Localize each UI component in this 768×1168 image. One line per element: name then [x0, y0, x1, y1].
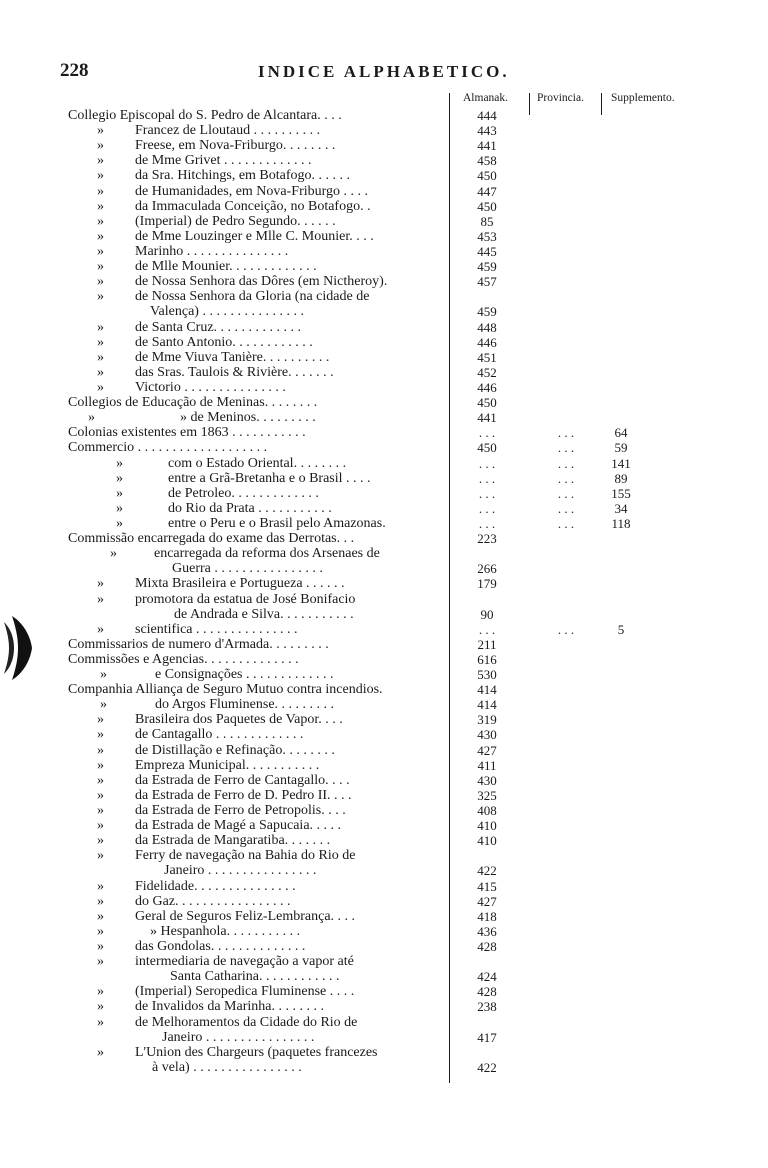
index-row	[0, 365, 768, 380]
ditto-mark: »	[97, 364, 104, 380]
index-row	[0, 818, 768, 833]
entry-text: da Sra. Hitchings, em Botafogo. . . . . .	[135, 168, 351, 184]
almanak-page: 428	[477, 939, 497, 955]
almanak-page: 450	[477, 395, 497, 411]
almanak-page: 451	[477, 349, 497, 365]
index-row	[0, 909, 768, 924]
ditto-mark: »	[97, 893, 104, 909]
index-row	[0, 939, 768, 954]
ditto-mark: »	[97, 576, 104, 592]
entry-text: de Santa Cruz. . . . . . . . . . . . .	[135, 319, 302, 335]
almanak-page: 408	[477, 803, 497, 819]
index-row	[0, 879, 768, 894]
index-row	[0, 531, 768, 546]
index-row	[0, 954, 768, 969]
index-row	[0, 380, 768, 395]
entry-text: do Argos Fluminense. . . . . . . . .	[155, 697, 335, 713]
entry-text: Commercio . . . . . . . . . . . . . . . . . . .	[68, 440, 268, 456]
entry-text: da Estrada de Ferro de D. Pedro II. . . .	[135, 787, 352, 803]
entry-text: scientifica . . . . . . . . . . . . . . .	[135, 621, 298, 637]
entry-text: Commissões e Agencias. . . . . . . . . . . . . .	[68, 651, 299, 667]
column-header-provincia: Provincia.	[537, 92, 584, 104]
entry-text: de Santo Antonio. . . . . . . . . . . .	[135, 334, 313, 350]
ditto-mark: »	[97, 939, 104, 955]
entry-text: do Gaz. . . . . . . . . . . . . . . . .	[135, 893, 291, 909]
index-row	[0, 999, 768, 1014]
entry-text: da Estrada de Magé a Sapucaia. . . . .	[135, 818, 342, 834]
entry-text: encarregada da reforma dos Arsenaes de	[154, 546, 380, 562]
almanak-page: 414	[477, 697, 497, 713]
entry-text: de Melhoramentos da Cidade do Rio de	[135, 1014, 358, 1030]
almanak-page: 414	[477, 682, 497, 698]
ditto-mark: »	[97, 878, 104, 894]
entry-text: Ferry de navegação na Bahia do Rio de	[135, 848, 356, 864]
almanak-page: 450	[477, 168, 497, 184]
ditto-mark: »	[97, 198, 104, 214]
ditto-mark: »	[97, 228, 104, 244]
almanak-page: 446	[477, 379, 497, 395]
almanak-page: 410	[477, 818, 497, 834]
entry-text: das Gondolas. . . . . . . . . . . . . .	[135, 939, 306, 955]
entry-text: de Distillação e Refinação. . . . . . . .	[135, 742, 335, 758]
entry-text: Collegios de Educação de Meninas. . . . . . . .	[68, 395, 318, 411]
almanak-page: 211	[477, 636, 497, 652]
ditto-mark: »	[110, 546, 117, 562]
almanak-page: 458	[477, 153, 497, 169]
entry-text: Colonias existentes em 1863 . . . . . . . . . . .	[68, 425, 306, 441]
ditto-mark: »	[97, 1044, 104, 1060]
almanak-page: 448	[477, 319, 497, 335]
entry-text: de Invalidos da Marinha. . . . . . . .	[135, 999, 324, 1015]
ditto-mark: »	[97, 289, 104, 305]
almanak-page: 447	[477, 183, 497, 199]
entry-text: Marinho . . . . . . . . . . . . . . .	[135, 243, 289, 259]
ditto-mark: »	[116, 455, 123, 471]
almanak-page: 441	[477, 138, 497, 154]
index-row	[0, 1060, 768, 1075]
supplemento-page: 141	[611, 455, 631, 471]
provincia-page: . . .	[557, 621, 575, 637]
index-row	[0, 894, 768, 909]
index-row	[0, 1045, 768, 1060]
entry-text: de Andrada e Silva. . . . . . . . . . .	[174, 606, 354, 622]
almanak-page: 446	[477, 334, 497, 350]
entry-text: Guerra . . . . . . . . . . . . . . . .	[172, 561, 323, 577]
ditto-mark: »	[97, 334, 104, 350]
ditto-mark: »	[97, 984, 104, 1000]
entry-text: entre o Peru e o Brasil pelo Amazonas.	[168, 515, 386, 531]
index-row	[0, 259, 768, 274]
almanak-page: 223	[477, 531, 497, 547]
almanak-page: 616	[477, 651, 497, 667]
index-row	[0, 622, 768, 637]
ditto-mark: »	[97, 757, 104, 773]
entry-text: da Estrada de Ferro de Petropolis. . . .	[135, 803, 346, 819]
ditto-mark: »	[97, 787, 104, 803]
entry-text: de Petroleo. . . . . . . . . . . . .	[168, 485, 319, 501]
entry-text: da Immaculada Conceição, no Botafogo. .	[135, 198, 371, 214]
index-row	[0, 335, 768, 350]
index-row	[0, 199, 768, 214]
provincia-page: . . .	[557, 470, 575, 486]
almanak-page: . . .	[478, 455, 496, 471]
ditto-mark: »	[97, 183, 104, 199]
almanak-page: 444	[477, 108, 497, 123]
almanak-page: 445	[477, 243, 497, 259]
ditto-mark: »	[97, 379, 104, 395]
almanak-page: 415	[477, 878, 497, 894]
almanak-page: 90	[480, 606, 494, 622]
index-row	[0, 637, 768, 652]
entry-text: Geral de Seguros Feliz-Lembrança. . . .	[135, 908, 356, 924]
index-row	[0, 229, 768, 244]
supplemento-page: 5	[617, 621, 625, 637]
almanak-page: 457	[477, 274, 497, 290]
entry-text: de Mlle Mounier. . . . . . . . . . . . .	[135, 259, 317, 275]
almanak-page: 266	[477, 561, 497, 577]
ditto-mark: »	[116, 500, 123, 516]
ditto-mark: »	[97, 999, 104, 1015]
index-row	[0, 138, 768, 153]
entry-text: de Mme Viuva Tanière. . . . . . . . . .	[135, 349, 330, 365]
almanak-page: 179	[477, 576, 497, 592]
entry-text: de Cantagallo . . . . . . . . . . . . .	[135, 727, 304, 743]
ditto-mark: »	[97, 742, 104, 758]
column-header-almanak: Almanak.	[463, 92, 509, 104]
entry-text: da Estrada de Ferro de Cantagallo. . . .	[135, 772, 350, 788]
provincia-page: . . .	[557, 455, 575, 471]
provincia-page: . . .	[557, 500, 575, 516]
entry-text: (Imperial) Seropedica Fluminense . . . .	[135, 984, 355, 1000]
ditto-mark: »	[97, 213, 104, 229]
ditto-mark: »	[97, 908, 104, 924]
index-row	[0, 440, 768, 455]
entry-text: (Imperial) de Pedro Segundo. . . . . .	[135, 213, 336, 229]
ditto-mark: »	[97, 848, 104, 864]
entry-text: de Mme Louzinger e Mlle C. Mounier. . . .	[135, 228, 374, 244]
supplemento-page: 59	[614, 440, 628, 456]
almanak-page: . . .	[478, 485, 496, 501]
index-row	[0, 788, 768, 803]
ditto-mark: »	[100, 697, 107, 713]
index-row	[0, 516, 768, 531]
ditto-mark: »	[97, 621, 104, 637]
index-row	[0, 863, 768, 878]
entry-text: das Sras. Taulois & Rivière. . . . . . .	[135, 364, 334, 380]
almanak-page: . . .	[478, 500, 496, 516]
almanak-page: 430	[477, 727, 497, 743]
index-row	[0, 1015, 768, 1030]
index-row	[0, 667, 768, 682]
supplemento-page: 64	[614, 425, 628, 441]
almanak-page: 441	[477, 410, 497, 426]
almanak-page: . . .	[478, 515, 496, 531]
supplemento-page: 89	[614, 470, 628, 486]
almanak-page: 443	[477, 123, 497, 139]
entry-text: » Hespanhola. . . . . . . . . . .	[150, 923, 301, 939]
index-row	[0, 395, 768, 410]
almanak-page: 428	[477, 984, 497, 1000]
almanak-page: 459	[477, 304, 497, 320]
index-row	[0, 410, 768, 425]
ditto-mark: »	[97, 923, 104, 939]
almanak-page: 530	[477, 667, 497, 683]
ditto-mark: »	[97, 818, 104, 834]
index-row	[0, 924, 768, 939]
entry-text: de Nossa Senhora da Gloria (na cidade de	[135, 289, 370, 305]
entry-text: L'Union des Chargeurs (paquetes francezes	[135, 1044, 378, 1060]
almanak-page: 325	[477, 787, 497, 803]
entry-text: de Humanidades, em Nova-Friburgo . . . .	[135, 183, 369, 199]
index-row	[0, 320, 768, 335]
almanak-page: 427	[477, 742, 497, 758]
ditto-mark: »	[100, 667, 107, 683]
entry-text: com o Estado Oriental. . . . . . . .	[168, 455, 347, 471]
ditto-mark: »	[97, 727, 104, 743]
index-row	[0, 848, 768, 863]
provincia-page: . . .	[557, 425, 575, 441]
provincia-page: . . .	[557, 440, 575, 456]
ditto-mark: »	[97, 833, 104, 849]
ditto-mark: »	[97, 168, 104, 184]
index-row	[0, 561, 768, 576]
entry-text: Brasileira dos Paquetes de Vapor. . . .	[135, 712, 343, 728]
index-row	[0, 425, 768, 440]
entry-text: » de Meninos. . . . . . . . .	[180, 410, 316, 426]
entry-text: da Estrada de Mangaratiba. . . . . . .	[135, 833, 331, 849]
index-row	[0, 123, 768, 138]
entry-text: Commissarios de numero d'Armada. . . . . . . . .	[68, 636, 329, 652]
index-row	[0, 773, 768, 788]
entry-text: intermediaria de navegação a vapor até	[135, 954, 354, 970]
index-row	[0, 592, 768, 607]
ditto-mark: »	[97, 259, 104, 275]
entry-text: de Nossa Senhora das Dôres (em Nictheroy).	[135, 274, 388, 290]
almanak-page: 459	[477, 259, 497, 275]
almanak-page: . . .	[478, 621, 496, 637]
entry-text: Empreza Municipal. . . . . . . . . . .	[135, 757, 320, 773]
index-row	[0, 1030, 768, 1045]
ditto-mark: »	[97, 243, 104, 259]
entry-text: do Rio da Prata . . . . . . . . . . .	[168, 500, 332, 516]
almanak-page: 238	[477, 999, 497, 1015]
index-row	[0, 289, 768, 304]
index-row	[0, 244, 768, 259]
almanak-page: 422	[477, 1059, 497, 1075]
ditto-mark: »	[97, 591, 104, 607]
provincia-page: . . .	[557, 485, 575, 501]
entry-text: de Mme Grivet . . . . . . . . . . . . .	[135, 153, 312, 169]
almanak-page: 424	[477, 969, 497, 985]
entry-text: Janeiro . . . . . . . . . . . . . . . .	[162, 1029, 315, 1045]
almanak-page: 450	[477, 440, 497, 456]
entry-text: Collegio Episcopal do S. Pedro de Alcantara. . . .	[68, 108, 342, 123]
index-row	[0, 697, 768, 712]
index-row	[0, 304, 768, 319]
ditto-mark: »	[116, 515, 123, 531]
page-number: 228	[60, 60, 89, 81]
almanak-page: 418	[477, 908, 497, 924]
index-row	[0, 153, 768, 168]
entry-text: Victorio . . . . . . . . . . . . . . .	[135, 379, 286, 395]
ditto-mark: »	[88, 410, 95, 426]
index-entries	[0, 108, 768, 1075]
index-row	[0, 471, 768, 486]
index-row	[0, 969, 768, 984]
index-row	[0, 576, 768, 591]
ditto-mark: »	[97, 1014, 104, 1030]
almanak-page: 411	[477, 757, 497, 773]
almanak-page: . . .	[478, 470, 496, 486]
ditto-mark: »	[97, 954, 104, 970]
almanak-page: 430	[477, 772, 497, 788]
ditto-mark: »	[116, 485, 123, 501]
index-row	[0, 652, 768, 667]
almanak-page: . . .	[478, 425, 496, 441]
index-row	[0, 833, 768, 848]
supplemento-page: 118	[611, 515, 631, 531]
index-row	[0, 803, 768, 818]
entry-text: Fidelidade. . . . . . . . . . . . . . .	[135, 878, 296, 894]
almanak-page: 417	[477, 1029, 497, 1045]
column-header-supplemento: Supplemento.	[611, 92, 675, 104]
entry-text: e Consignações . . . . . . . . . . . . .	[155, 667, 334, 683]
index-row	[0, 758, 768, 773]
ditto-mark: »	[97, 274, 104, 290]
index-row	[0, 712, 768, 727]
page-title: INDICE ALPHABETICO.	[258, 62, 510, 81]
supplemento-page: 34	[614, 500, 628, 516]
almanak-page: 410	[477, 833, 497, 849]
supplemento-page: 155	[611, 485, 631, 501]
index-row	[0, 274, 768, 289]
entry-text: Commissão encarregada do exame das Derrotas. . .	[68, 531, 355, 547]
almanak-page: 427	[477, 893, 497, 909]
index-row	[0, 108, 768, 123]
almanak-page: 422	[477, 863, 497, 879]
index-row	[0, 743, 768, 758]
entry-text: Freese, em Nova-Friburgo. . . . . . . .	[135, 138, 336, 154]
entry-text: promotora da estatua de José Bonifacio	[135, 591, 356, 607]
ditto-mark: »	[97, 772, 104, 788]
index-row	[0, 168, 768, 183]
index-row	[0, 456, 768, 471]
almanak-page: 453	[477, 228, 497, 244]
entry-text: Mixta Brasileira e Portugueza . . . . . .	[135, 576, 345, 592]
almanak-page: 452	[477, 364, 497, 380]
ditto-mark: »	[97, 712, 104, 728]
index-row	[0, 546, 768, 561]
ditto-mark: »	[116, 470, 123, 486]
entry-text: entre a Grã-Bretanha e o Brasil . . . .	[168, 470, 371, 486]
index-row	[0, 486, 768, 501]
index-row	[0, 501, 768, 516]
ditto-mark: »	[97, 153, 104, 169]
entry-text: Companhia Alliança de Seguro Mutuo contra incendios.	[68, 682, 383, 698]
ditto-mark: »	[97, 319, 104, 335]
entry-text: à vela) . . . . . . . . . . . . . . . .	[152, 1059, 302, 1075]
index-row	[0, 727, 768, 742]
entry-text: Santa Catharina. . . . . . . . . . . .	[170, 969, 340, 985]
index-row	[0, 214, 768, 229]
almanak-page: 85	[480, 213, 494, 229]
ditto-mark: »	[97, 349, 104, 365]
almanak-page: 319	[477, 712, 497, 728]
index-row	[0, 607, 768, 622]
index-row	[0, 682, 768, 697]
entry-text: Janeiro . . . . . . . . . . . . . . . .	[164, 863, 317, 879]
almanak-page: 436	[477, 923, 497, 939]
index-row	[0, 184, 768, 199]
entry-text: Francez de Lloutaud . . . . . . . . . .	[135, 123, 321, 139]
index-row	[0, 350, 768, 365]
index-row	[0, 984, 768, 999]
entry-text: Valença) . . . . . . . . . . . . . . .	[150, 304, 304, 320]
ditto-mark: »	[97, 803, 104, 819]
ditto-mark: »	[97, 123, 104, 139]
ditto-mark: »	[97, 138, 104, 154]
provincia-page: . . .	[557, 515, 575, 531]
almanak-page: 450	[477, 198, 497, 214]
